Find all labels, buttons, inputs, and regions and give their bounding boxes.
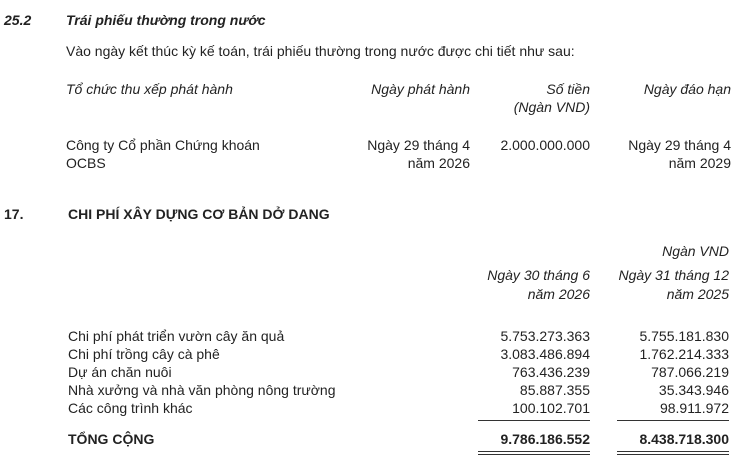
col-header-amount-unit: (Ngàn VND) <box>513 99 590 115</box>
col-header-jun-2026: Ngày 30 tháng 6 <box>487 267 590 283</box>
section-title: Trái phiếu thường trong nước <box>66 12 266 28</box>
col-header-amount: Số tiền <box>546 81 590 97</box>
row-label: Dự án chăn nuôi <box>68 364 172 380</box>
section-title: CHI PHÍ XÂY DỰNG CƠ BẢN DỞ DANG <box>68 206 330 222</box>
row-value-2026: 3.083.486.894 <box>500 346 590 362</box>
col-header-org: Tổ chức thu xếp phát hành <box>66 81 233 97</box>
row-value-2025: 5.755.181.830 <box>639 328 729 344</box>
bond-org-line1: Công ty Cổ phần Chứng khoán <box>66 137 260 153</box>
bond-maturity-line1: Ngày 29 tháng 4 <box>628 137 731 153</box>
col-header-maturity: Ngày đáo hạn <box>643 81 731 97</box>
total-double-rule-2025 <box>617 451 729 455</box>
total-label: TỔNG CỘNG <box>68 431 155 447</box>
total-value-2025: 8.438.718.300 <box>639 431 729 447</box>
row-label: Chi phí phát triển vườn cây ăn quả <box>68 328 285 344</box>
row-label: Nhà xưởng và nhà văn phòng nông trường <box>68 382 336 398</box>
row-value-2025: 787.066.219 <box>651 364 729 380</box>
bond-issue-date-line1: Ngày 29 tháng 4 <box>367 137 470 153</box>
row-value-2025: 98.911.972 <box>659 400 729 416</box>
unit-label: Ngàn VND <box>662 243 729 259</box>
row-value-2026: 85.887.355 <box>519 382 590 398</box>
total-double-rule-2026 <box>478 451 590 455</box>
bond-maturity-line2: năm 2029 <box>668 155 731 171</box>
bond-org-line2: OCBS <box>66 155 106 171</box>
total-value-2026: 9.786.186.552 <box>500 431 590 447</box>
row-value-2025: 1.762.214.333 <box>639 346 729 362</box>
col-header-jun-2026-year: năm 2026 <box>527 286 590 302</box>
row-value-2026: 5.753.273.363 <box>500 328 590 344</box>
row-value-2025: 35.343.946 <box>658 382 729 398</box>
subtotal-rule-2026 <box>478 420 590 421</box>
row-value-2026: 763.436.239 <box>512 364 590 380</box>
bond-amount: 2.000.000.000 <box>500 137 590 153</box>
subtotal-rule-2025 <box>617 420 729 421</box>
row-label: Chi phí trồng cây cà phê <box>68 346 220 362</box>
section-number: 25.2 <box>4 12 32 28</box>
row-value-2026: 100.102.701 <box>512 400 590 416</box>
col-header-issue-date: Ngày phát hành <box>371 81 470 97</box>
col-header-dec-2025: Ngày 31 tháng 12 <box>618 267 729 283</box>
row-label: Các công trình khác <box>68 400 193 416</box>
section-number: 17. <box>4 206 24 222</box>
section-intro: Vào ngày kết thúc kỳ kế toán, trái phiếu thường trong nước được chi tiết như sau: <box>66 43 575 59</box>
col-header-dec-2025-year: năm 2025 <box>666 286 729 302</box>
bond-issue-date-line2: năm 2026 <box>407 155 470 171</box>
